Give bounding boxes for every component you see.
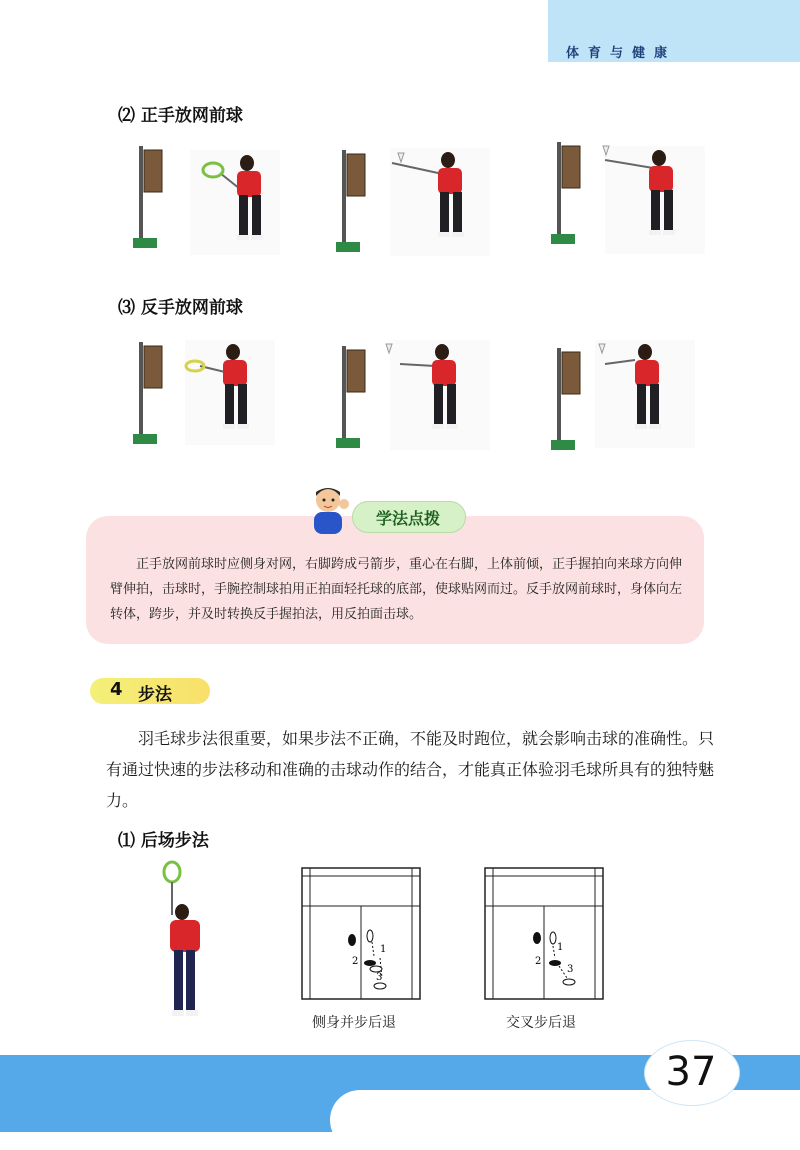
diagram2-label-1: 1 <box>557 942 564 953</box>
book-title: 体育与健康 <box>566 46 677 61</box>
diagram2-label-3: 3 <box>567 964 574 975</box>
section-title-forehand-net: ⑵ 正手放网前球 <box>118 106 243 126</box>
diagram1-label-2: 2 <box>352 956 359 967</box>
section-title-rear-court: ⑴ 后场步法 <box>118 831 209 851</box>
section-number: 4 <box>110 679 123 700</box>
photo-6 <box>551 340 695 450</box>
section-title-footwork: 步法 <box>138 685 172 705</box>
diagram1-label-1: 1 <box>380 944 387 955</box>
page-number: 37 <box>665 1049 717 1095</box>
forehand-net-photos <box>110 138 710 263</box>
diagram2-caption: 交叉步后退 <box>506 1015 576 1031</box>
student-mascot-icon <box>306 484 352 536</box>
player-overhead-photo <box>150 860 220 1030</box>
diagram1-caption: 侧身并步后退 <box>312 1015 396 1031</box>
photo-5 <box>336 340 490 450</box>
footer-white-shape <box>330 1090 800 1150</box>
diagram2-label-2: 2 <box>535 956 542 967</box>
photo-2 <box>336 148 490 256</box>
photo-1 <box>133 146 280 255</box>
section-title-backhand-net: ⑶ 反手放网前球 <box>118 298 243 318</box>
court-diagram-cross-step <box>483 866 605 1001</box>
tip-text: 正手放网前球时应侧身对网，右脚跨成弓箭步，重心在右脚，上体前倾，正手握拍向来球方向伸臂伸拍，击球时，手腕控制球拍用正拍面轻托球的底部，使球贴网而过。反手放网前球时，身体向左转体，跨步，并及时转换反手握拍法，用反拍面击球。 <box>110 557 683 622</box>
footwork-paragraph: 羽毛球步法很重要，如果步法不正确，不能及时跑位，就会影响击球的准确性。只有通过快速的步法移动和准确的击球动作的结合，才能真正体验羽毛球所具有的独特魅力。 <box>106 729 715 810</box>
diagram1-label-3: 3 <box>376 972 383 983</box>
court-diagram-side-step <box>300 866 422 1001</box>
photo-3 <box>551 142 705 254</box>
backhand-net-photos <box>110 330 710 455</box>
photo-4 <box>133 340 275 445</box>
tip-title: 学法点拨 <box>375 509 440 528</box>
